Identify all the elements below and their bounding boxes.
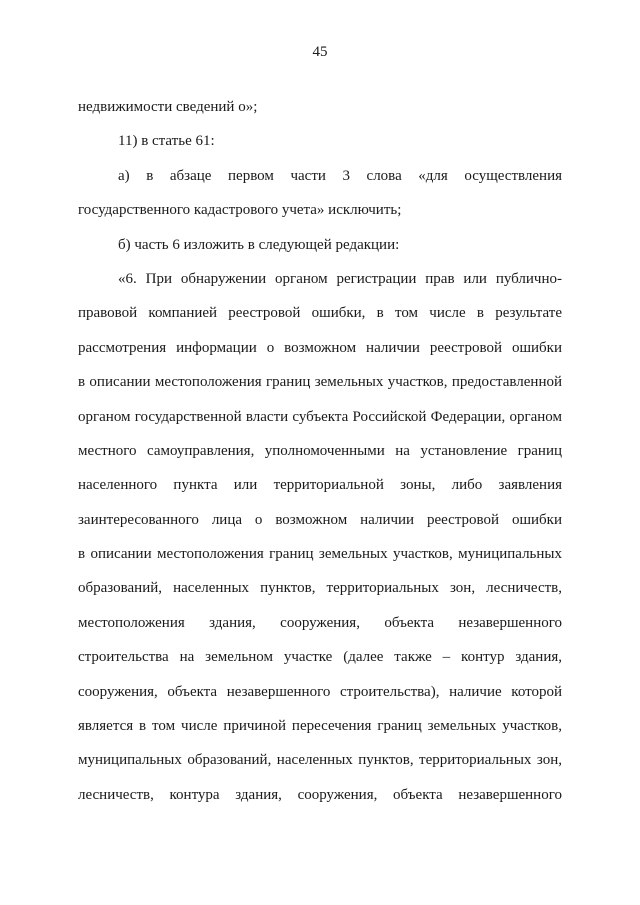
text-line: в описании местоположения границ земельных участков, предоставленной [78,374,562,391]
text-line: лесничеств, контура здания, сооружения, объекта незавершенного [78,786,562,803]
text-line: а) в абзаце первом части 3 слова «для осуществления [118,167,562,184]
text-line: местоположения здания, сооружения, объекта незавершенного [78,614,562,631]
text-line: муниципальных образований, населенных пунктов, территориальных зон, [78,752,562,769]
text-line: в описании местоположения границ земельных участков, муниципальных [78,546,562,563]
text-line: 11) в статье 61: [118,133,215,150]
text-line: недвижимости сведений о»; [78,99,258,115]
text-line: правовой компанией реестровой ошибки, в том числе в результате [78,305,562,322]
text-line: «6. При обнаружении органом регистрации прав или публично- [118,270,562,287]
page-number: 45 [312,44,328,60]
text-line: строительства на земельном участке (далее также – контур здания, [78,649,562,666]
text-line: сооружения, объекта незавершенного строительства), наличие которой [78,683,562,700]
text-line: образований, населенных пунктов, территориальных зон, лесничеств, [78,580,562,597]
text-line: населенного пункта или территориальной зоны, либо заявления [78,477,562,494]
text-line: заинтересованного лица о возможном наличии реестровой ошибки [78,511,562,528]
text-line: является в том числе причиной пересечения границ земельных участков, [78,718,562,735]
text-line: рассмотрения информации о возможном наличии реестровой ошибки [78,339,562,356]
text-line: органом государственной власти субъекта Российской Федерации, органом [78,408,562,425]
text-line: б) часть 6 изложить в следующей редакции: [118,236,400,253]
text-line: местного самоуправления, уполномоченными на установление границ [78,442,562,459]
text-line: государственного кадастрового учета» исключить; [78,202,402,219]
document-body [78,90,562,812]
